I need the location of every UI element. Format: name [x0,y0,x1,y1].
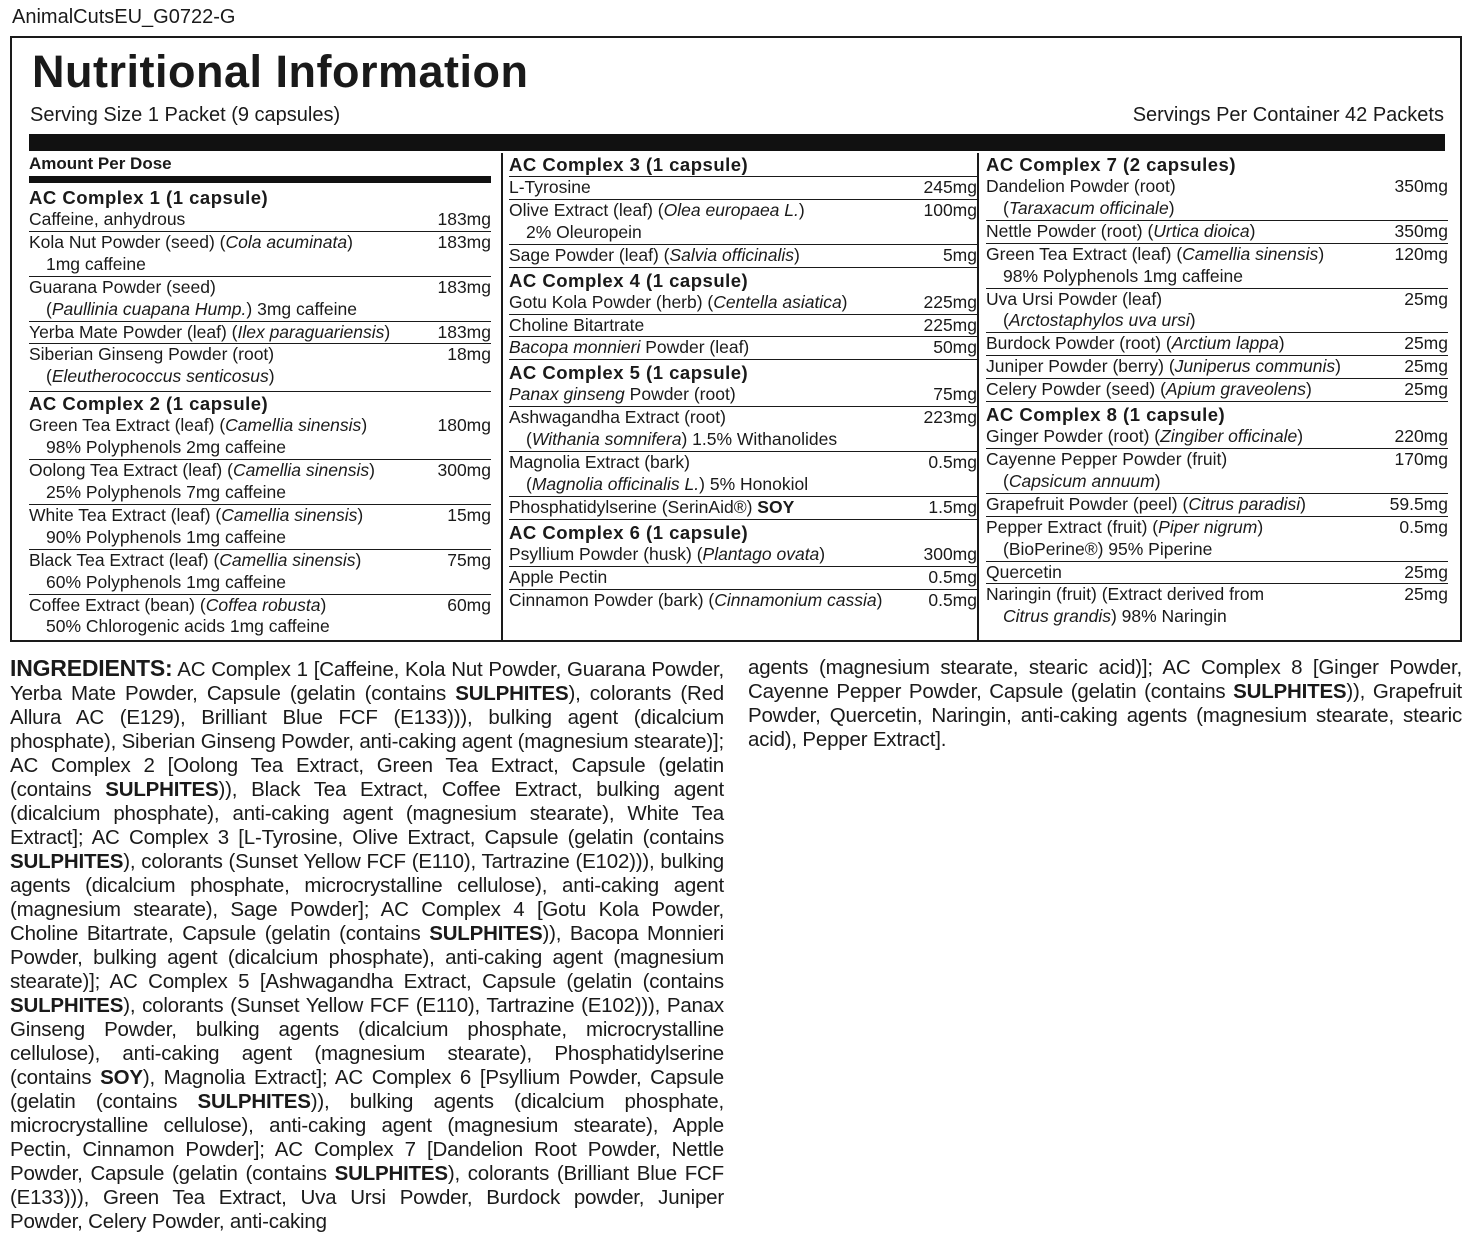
amount-per-dose-heading: Amount Per Dose [29,153,491,183]
column-1 [29,153,491,640]
nutrient-row: Kola Nut Powder (seed) (Cola acuminata) 183mg 1mg caffeine [29,232,491,277]
nutrient-row: Siberian Ginseng Powder (root) 18mg (Eleutherococcus senticosus) [29,344,491,387]
nutrient-row: Phosphatidylserine (SerinAid®) SOY 1.5mg [509,497,977,520]
complex-5-header: AC Complex 5 (1 capsule) [509,362,749,384]
panel-title: Nutritional Information [32,46,529,97]
nutrient-row: Juniper Powder (berry) (Juniperus communis) 25mg [986,356,1448,379]
nutrient-row: Ginger Powder (root) (Zingiber officinale) 220mg [986,426,1448,449]
nutrient-row: Grapefruit Powder (peel) (Citrus paradisi) 59.5mg [986,494,1448,517]
nutrient-row: Magnolia Extract (bark) 0.5mg (Magnolia officinalis L.) 5% Honokiol [509,452,977,497]
complex-1-header: AC Complex 1 (1 capsule) [29,187,269,208]
product-code: AnimalCutsEU_G0722-G [12,6,236,28]
nutrient-row: Black Tea Extract (leaf) (Camellia sinensis) 75mg 60% Polyphenols 1mg caffeine [29,550,491,595]
divider-bar [29,134,1445,151]
nutrition-panel [10,36,1462,642]
nutrient-row: Quercetin 25mg [986,562,1448,585]
servings-per-container: Servings Per Container 42 Packets [1132,104,1444,126]
nutrient-row: Burdock Powder (root) (Arctium lappa) 25mg [986,333,1448,356]
nutrient-row: Yerba Mate Powder (leaf) (Ilex paraguariensis) 183mg [29,322,491,345]
nutrient-row: Choline Bitartrate 225mg [509,315,977,338]
ingredients-text-1: INGREDIENTS: AC Complex 1 [Caffeine, Kola Nut Powder, Guarana Powder, Yerba Mate Powder, Capsule (gelatin (contains SULPHITES), colorants (Red Allura AC (E129), Brilliant Blue FCF (E133))), bulking agent (dicalcium phosphate), Siberian Ginseng Powder, anti-caking agent (magnesium stearate)]; AC Complex 2 [Oolong Tea Extract, Green Tea Extract, Capsule (gelatin (contains SULPHITES)), Black Tea Extract, Coffee Extract, bulking agent (dicalcium phosphate), anti-caking agent (magnesium stearate), White Tea Extract]; AC Complex 3 [L-Tyrosine, Olive Extract, Capsule (gelatin (contains SULPHITES), colorants (Sunset Yellow FCF (E110), Tartrazine (E102))), bulking agents (dicalcium phosphate, microcrystalline cellulose), anti-caking agent (magnesium stearate), Sage Powder]; AC Complex 4 [Gotu Kola Powder, Choline Bitartrate, Capsule (gelatin (contains SULPHITES)), Bacopa Monnieri Powder, bulking agent (dicalcium phosphate), anti-caking agent (magnesium stearate)]; AC Complex 5 [Ashwagandha Extract, Capsule (gelatin (contains SULPHITES), colorants (Sunset Yellow FCF (E110), Tartrazine (E102))), Panax Ginseng Powder, bulking agents (dicalcium phosphate, microcrystalline cellulose), anti-caking agent (magnesium stearate), Phosphatidylserine (contains SOY), Magnolia Extract]; AC Complex 6 [Psyllium Powder, Capsule (gelatin (contains SULPHITES)), bulking agents (dicalcium phosphate, microcrystalline cellulose), anti-caking agent (magnesium stearate), Apple Pectin, Cinnamon Powder]; AC Complex 7 [Dandelion Root Powder, Nettle Powder, Capsule (gelatin (contains SULPHITES), colorants (Brilliant Blue FCF (E133))), Green Tea Extract, Uva Ursi Powder, Burdock powder, Juniper Powder, Celery Powder, anti-caking [10,655,724,1233]
complex-6-header: AC Complex 6 (1 capsule) [509,521,749,543]
nutrient-row: Panax ginseng Powder (root) 75mg [509,384,977,407]
nutrient-row: Sage Powder (leaf) (Salvia officinalis) 5mg [509,245,977,268]
nutrient-row: Celery Powder (seed) (Apium graveolens) 25mg [986,379,1448,402]
nutrient-row: Naringin (fruit) (Extract derived from 25mg Citrus grandis) 98% Naringin [986,584,1448,627]
complex-2-header: AC Complex 2 (1 capsule) [29,391,491,415]
nutrient-row: Nettle Powder (root) (Urtica dioica) 350mg [986,221,1448,244]
nutrient-row: L-Tyrosine 245mg [509,177,977,200]
nutrient-row: Uva Ursi Powder (leaf) 25mg (Arctostaphylos uva ursi) [986,289,1448,334]
nutrient-row: Oolong Tea Extract (leaf) (Camellia sinensis) 300mg 25% Polyphenols 7mg caffeine [29,460,491,505]
nutrient-row: Cayenne Pepper Powder (fruit) 170mg (Capsicum annuum) [986,449,1448,494]
nutrient-row: Caffeine, anhydrous 183mg [29,209,491,232]
ingredients-label: INGREDIENTS: [10,655,173,681]
nutrient-row: Olive Extract (leaf) (Olea europaea L.) 100mg 2% Oleuropein [509,200,977,245]
nutrient-row: Guarana Powder (seed) 183mg (Paullinia cuapana Hump.) 3mg caffeine [29,277,491,322]
nutrient-row: Coffee Extract (bean) (Coffea robusta) 60mg 50% Chlorogenic acids 1mg caffeine [29,594,491,637]
ingredients-text-2: agents (magnesium stearate, stearic acid)]; AC Complex 8 [Ginger Powder, Cayenne Pepper Powder, Capsule (gelatin (contains SULPHITES)), Grapefruit Powder, Quercetin, Naringin, anti-caking agents (magnesium stearate, stearic acid), Pepper Extract]. [748,656,1462,751]
complex-3-header: AC Complex 3 (1 capsule) [509,153,977,177]
column-3 [977,153,1448,640]
nutrient-row: White Tea Extract (leaf) (Camellia sinensis) 15mg 90% Polyphenols 1mg caffeine [29,505,491,550]
nutrient-row: Apple Pectin 0.5mg [509,567,977,590]
nutrient-row: Green Tea Extract (leaf) (Camellia sinensis) 120mg 98% Polyphenols 1mg caffeine [986,244,1448,289]
complex-8-header: AC Complex 8 (1 capsule) [986,404,1226,426]
nutrient-row: Pepper Extract (fruit) (Piper nigrum) 0.5mg (BioPerine®) 95% Piperine [986,517,1448,562]
nutrient-row: Bacopa monnieri Powder (leaf) 50mg [509,337,977,360]
nutrient-row: Dandelion Powder (root) 350mg (Taraxacum officinale) [986,176,1448,221]
nutrient-row: Green Tea Extract (leaf) (Camellia sinensis) 180mg 98% Polyphenols 2mg caffeine [29,415,491,460]
complex-7-header: AC Complex 7 (2 capsules) [986,154,1236,175]
serving-size: Serving Size 1 Packet (9 capsules) [30,104,341,126]
column-2 [501,153,977,640]
nutrient-row: Cinnamon Powder (bark) (Cinnamonium cassia) 0.5mg [509,589,977,610]
nutrient-row: Psyllium Powder (husk) (Plantago ovata) 300mg [509,544,977,567]
nutrient-row: Gotu Kola Powder (herb) (Centella asiatica) 225mg [509,292,977,315]
nutrient-row: Ashwagandha Extract (root) 223mg (Withania somnifera) 1.5% Withanolides [509,407,977,452]
complex-4-header: AC Complex 4 (1 capsule) [509,269,749,291]
